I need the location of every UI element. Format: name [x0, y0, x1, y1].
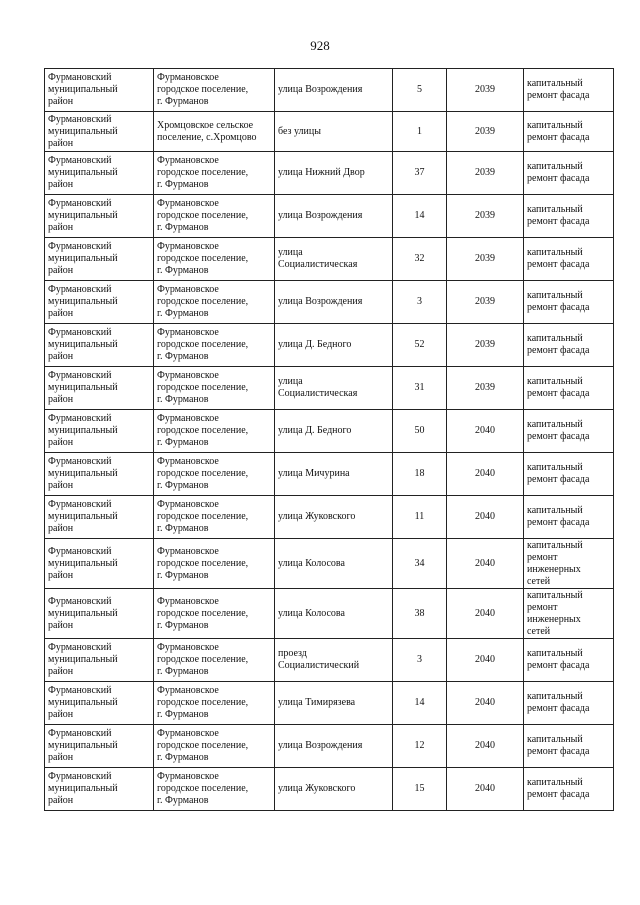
- settlement-cell: [154, 367, 275, 410]
- work-type-text: капитальный ремонт фасада: [527, 505, 590, 528]
- house-number-text: 5: [417, 84, 422, 95]
- year-cell: [447, 453, 524, 496]
- year-cell: [447, 639, 524, 682]
- house-number-cell: [393, 195, 447, 238]
- year-text: 2039: [475, 84, 495, 95]
- year-cell: [447, 725, 524, 768]
- district-cell: [45, 324, 154, 367]
- street-text: улица Социалистическая: [278, 247, 358, 270]
- year-text: 2039: [475, 125, 495, 137]
- work-type-text: капитальный ремонт фасада: [527, 333, 590, 356]
- year-cell: [447, 238, 524, 281]
- street-text: без улицы: [278, 125, 321, 137]
- settlement-cell: [154, 281, 275, 324]
- street-cell: [275, 453, 393, 496]
- year-cell: [447, 112, 524, 152]
- year-text: 2039: [475, 167, 495, 178]
- table-row: [45, 324, 614, 367]
- work-type-text: капитальный ремонт фасада: [527, 119, 590, 143]
- work-type-text: капитальный ремонт фасада: [527, 419, 590, 442]
- house-number-text: 1: [417, 125, 422, 137]
- house-number-text: 18: [414, 468, 425, 479]
- district-cell: [45, 768, 154, 811]
- year-cell: [447, 768, 524, 811]
- work-type-cell: [524, 453, 614, 496]
- year-text: 2039: [475, 210, 495, 221]
- district-cell: [45, 453, 154, 496]
- district-text: Фурмановский муниципальный район: [48, 771, 118, 806]
- district-cell: [45, 589, 154, 639]
- district-cell: [45, 195, 154, 238]
- settlement-text: Фурмановское городское поселение, г. Фурманов: [157, 327, 249, 362]
- settlement-text: Фурмановское городское поселение, г. Фурманов: [157, 499, 249, 534]
- table-row: [45, 238, 614, 281]
- house-number-cell: [393, 367, 447, 410]
- work-type-cell: [524, 281, 614, 324]
- district-text: Фурмановский муниципальный район: [48, 642, 118, 677]
- year-cell: [447, 367, 524, 410]
- house-number-text: 31: [414, 382, 425, 393]
- street-text: улица Д. Бедного: [278, 339, 352, 350]
- table-row: [45, 639, 614, 682]
- house-number-cell: [393, 725, 447, 768]
- table-row: [45, 589, 614, 639]
- settlement-text: Фурмановское городское поселение, г. Фурманов: [157, 685, 249, 720]
- district-cell: [45, 682, 154, 725]
- work-type-cell: [524, 324, 614, 367]
- street-text: улица Колосова: [278, 607, 345, 619]
- settlement-text: Фурмановское городское поселение, г. Фурманов: [157, 72, 249, 107]
- district-cell: [45, 725, 154, 768]
- street-text: улица Возрождения: [278, 84, 363, 95]
- house-number-text: 3: [417, 654, 422, 665]
- work-type-cell: [524, 682, 614, 725]
- house-number-cell: [393, 410, 447, 453]
- settlement-cell: [154, 324, 275, 367]
- street-cell: [275, 367, 393, 410]
- work-type-text: капитальный ремонт фасада: [527, 462, 590, 485]
- house-number-text: 14: [414, 210, 425, 221]
- street-text: улица Колосова: [278, 557, 345, 569]
- house-number-text: 3: [417, 296, 422, 307]
- district-cell: [45, 69, 154, 112]
- settlement-cell: [154, 112, 275, 152]
- district-text: Фурмановский муниципальный район: [48, 456, 118, 491]
- settlement-text: Фурмановское городское поселение, г. Фурманов: [157, 284, 249, 319]
- year-cell: [447, 539, 524, 589]
- work-type-text: капитальный ремонт фасада: [527, 376, 590, 399]
- street-cell: [275, 539, 393, 589]
- district-text: Фурмановский муниципальный район: [48, 370, 118, 405]
- work-type-text: капитальный ремонт фасада: [527, 161, 590, 184]
- settlement-cell: [154, 589, 275, 639]
- district-cell: [45, 238, 154, 281]
- year-text: 2040: [475, 783, 495, 794]
- year-text: 2040: [475, 607, 495, 619]
- house-number-cell: [393, 768, 447, 811]
- house-number-text: 11: [414, 511, 425, 522]
- repair-schedule-table: [44, 68, 614, 811]
- settlement-cell: [154, 453, 275, 496]
- settlement-text: Фурмановское городское поселение, г. Фурманов: [157, 771, 249, 806]
- house-number-cell: [393, 324, 447, 367]
- district-text: Фурмановский муниципальный район: [48, 327, 118, 362]
- street-cell: [275, 281, 393, 324]
- house-number-cell: [393, 238, 447, 281]
- settlement-cell: [154, 539, 275, 589]
- settlement-text: Фурмановское городское поселение, г. Фурманов: [157, 595, 249, 631]
- work-type-cell: [524, 589, 614, 639]
- settlement-text: Фурмановское городское поселение, г. Фурманов: [157, 413, 249, 448]
- work-type-text: капитальный ремонт фасада: [527, 734, 590, 757]
- district-text: Фурмановский муниципальный район: [48, 595, 118, 631]
- street-text: улица Нижний Двор: [278, 167, 365, 178]
- district-text: Фурмановский муниципальный район: [48, 198, 118, 233]
- table-row: [45, 539, 614, 589]
- year-text: 2040: [475, 468, 495, 479]
- work-type-cell: [524, 238, 614, 281]
- district-cell: [45, 496, 154, 539]
- settlement-cell: [154, 152, 275, 195]
- settlement-cell: [154, 639, 275, 682]
- house-number-text: 37: [414, 167, 425, 178]
- table-row: [45, 152, 614, 195]
- table-row: [45, 195, 614, 238]
- house-number-text: 38: [414, 607, 425, 619]
- table-row: [45, 69, 614, 112]
- district-text: Фурмановский муниципальный район: [48, 241, 118, 276]
- work-type-cell: [524, 768, 614, 811]
- work-type-text: капитальный ремонт фасада: [527, 204, 590, 227]
- table-row: [45, 112, 614, 152]
- work-type-cell: [524, 112, 614, 152]
- table-row: [45, 453, 614, 496]
- district-text: Фурмановский муниципальный район: [48, 685, 118, 720]
- settlement-text: Фурмановское городское поселение, г. Фурманов: [157, 545, 249, 581]
- street-cell: [275, 112, 393, 152]
- settlement-cell: [154, 195, 275, 238]
- table-row: [45, 725, 614, 768]
- year-cell: [447, 281, 524, 324]
- year-text: 2040: [475, 654, 495, 665]
- house-number-cell: [393, 453, 447, 496]
- district-cell: [45, 410, 154, 453]
- year-cell: [447, 69, 524, 112]
- street-cell: [275, 768, 393, 811]
- street-text: улица Тимирязева: [278, 697, 356, 708]
- street-cell: [275, 725, 393, 768]
- street-cell: [275, 238, 393, 281]
- district-text: Фурмановский муниципальный район: [48, 284, 118, 319]
- house-number-cell: [393, 589, 447, 639]
- work-type-cell: [524, 539, 614, 589]
- district-cell: [45, 281, 154, 324]
- settlement-cell: [154, 682, 275, 725]
- table-row: [45, 281, 614, 324]
- year-text: 2040: [475, 557, 495, 569]
- house-number-cell: [393, 682, 447, 725]
- work-type-cell: [524, 639, 614, 682]
- street-text: проезд Социалистический: [278, 648, 360, 671]
- street-text: улица Мичурина: [278, 468, 350, 479]
- table-row: [45, 768, 614, 811]
- settlement-text: Фурмановское городское поселение, г. Фурманов: [157, 370, 249, 405]
- work-type-text: капитальный ремонт инженерных сетей: [527, 589, 583, 637]
- house-number-cell: [393, 69, 447, 112]
- work-type-text: капитальный ремонт фасада: [527, 78, 590, 101]
- street-text: улица Жуковского: [278, 511, 356, 522]
- work-type-text: капитальный ремонт инженерных сетей: [527, 539, 583, 587]
- table-row: [45, 410, 614, 453]
- street-text: улица Д. Бедного: [278, 425, 352, 436]
- year-text: 2040: [475, 511, 495, 522]
- street-cell: [275, 496, 393, 539]
- year-text: 2039: [475, 253, 495, 264]
- settlement-text: Фурмановское городское поселение, г. Фурманов: [157, 728, 249, 763]
- street-cell: [275, 589, 393, 639]
- year-cell: [447, 589, 524, 639]
- district-text: Фурмановский муниципальный район: [48, 728, 118, 763]
- work-type-cell: [524, 725, 614, 768]
- district-cell: [45, 152, 154, 195]
- district-cell: [45, 539, 154, 589]
- settlement-cell: [154, 69, 275, 112]
- house-number-cell: [393, 539, 447, 589]
- district-cell: [45, 112, 154, 152]
- settlement-cell: [154, 725, 275, 768]
- work-type-text: капитальный ремонт фасада: [527, 290, 590, 313]
- street-text: улица Жуковского: [278, 783, 356, 794]
- street-cell: [275, 195, 393, 238]
- work-type-text: капитальный ремонт фасада: [527, 247, 590, 270]
- work-type-cell: [524, 69, 614, 112]
- year-cell: [447, 195, 524, 238]
- work-type-cell: [524, 496, 614, 539]
- street-text: улица Возрождения: [278, 210, 363, 221]
- settlement-cell: [154, 410, 275, 453]
- settlement-cell: [154, 768, 275, 811]
- year-text: 2039: [475, 382, 495, 393]
- table-row: [45, 682, 614, 725]
- year-text: 2040: [475, 425, 495, 436]
- district-text: Фурмановский муниципальный район: [48, 155, 118, 190]
- work-type-text: капитальный ремонт фасада: [527, 691, 590, 714]
- street-cell: [275, 69, 393, 112]
- year-text: 2039: [475, 339, 495, 350]
- street-cell: [275, 324, 393, 367]
- settlement-text: Фурмановское городское поселение, г. Фурманов: [157, 456, 249, 491]
- street-text: улица Социалистическая: [278, 376, 358, 399]
- table-body: [45, 69, 614, 811]
- table-row: [45, 367, 614, 410]
- year-cell: [447, 410, 524, 453]
- work-type-text: капитальный ремонт фасада: [527, 777, 590, 800]
- house-number-text: 12: [414, 740, 425, 751]
- year-cell: [447, 152, 524, 195]
- district-text: Фурмановский муниципальный район: [48, 413, 118, 448]
- year-text: 2040: [475, 697, 495, 708]
- year-cell: [447, 682, 524, 725]
- house-number-cell: [393, 152, 447, 195]
- street-cell: [275, 639, 393, 682]
- house-number-cell: [393, 639, 447, 682]
- year-text: 2040: [475, 740, 495, 751]
- district-cell: [45, 367, 154, 410]
- settlement-text: Фурмановское городское поселение, г. Фурманов: [157, 155, 249, 190]
- district-text: Фурмановский муниципальный район: [48, 545, 118, 581]
- work-type-cell: [524, 195, 614, 238]
- district-text: Фурмановский муниципальный район: [48, 72, 118, 107]
- settlement-text: Фурмановское городское поселение, г. Фурманов: [157, 241, 249, 276]
- house-number-text: 14: [414, 697, 425, 708]
- year-cell: [447, 496, 524, 539]
- settlement-cell: [154, 238, 275, 281]
- work-type-cell: [524, 367, 614, 410]
- district-text: Фурмановский муниципальный район: [48, 499, 118, 534]
- work-type-cell: [524, 152, 614, 195]
- house-number-text: 34: [414, 557, 425, 569]
- street-cell: [275, 152, 393, 195]
- house-number-cell: [393, 112, 447, 152]
- street-text: улица Возрождения: [278, 296, 363, 307]
- house-number-text: 50: [414, 425, 425, 436]
- street-cell: [275, 410, 393, 453]
- district-cell: [45, 639, 154, 682]
- year-cell: [447, 324, 524, 367]
- house-number-text: 52: [414, 339, 425, 350]
- settlement-text: Фурмановское городское поселение, г. Фурманов: [157, 642, 249, 677]
- work-type-text: капитальный ремонт фасада: [527, 648, 590, 671]
- district-text: Фурмановский муниципальный район: [48, 113, 118, 149]
- settlement-text: Хромцовское сельское поселение, с.Хромцово: [157, 119, 257, 143]
- house-number-cell: [393, 496, 447, 539]
- house-number-text: 15: [414, 783, 425, 794]
- street-cell: [275, 682, 393, 725]
- house-number-cell: [393, 281, 447, 324]
- table-row: [45, 496, 614, 539]
- page-number: 928: [310, 38, 330, 53]
- house-number-text: 32: [414, 253, 425, 264]
- street-text: улица Возрождения: [278, 740, 363, 751]
- work-type-cell: [524, 410, 614, 453]
- settlement-text: Фурмановское городское поселение, г. Фурманов: [157, 198, 249, 233]
- settlement-cell: [154, 496, 275, 539]
- year-text: 2039: [475, 296, 495, 307]
